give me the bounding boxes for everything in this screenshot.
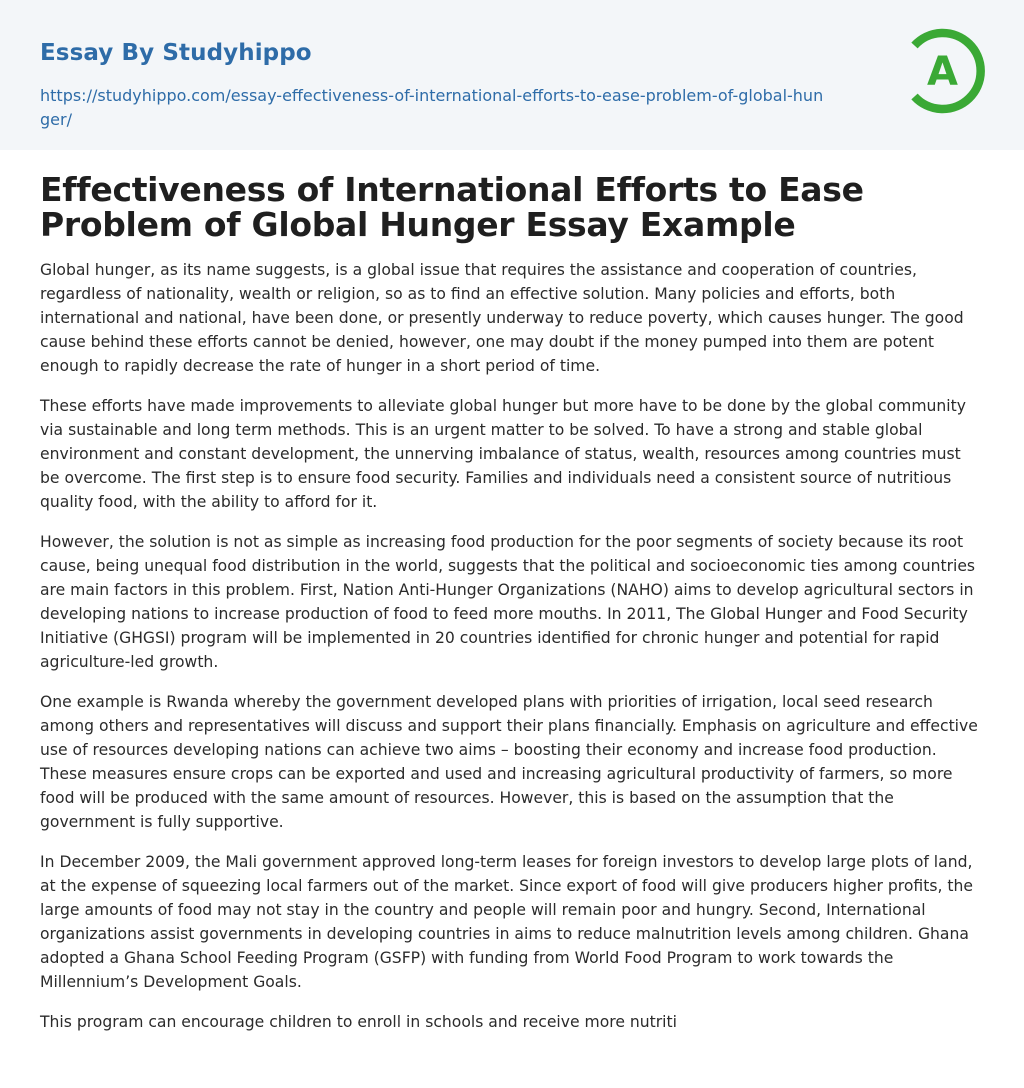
article-title: Effectiveness of International Efforts to Ease Problem of Global Hunger Essay Example [40,170,864,244]
article-content [0,150,1024,1034]
essay-url-link[interactable]: https://studyhippo.com/essay-effectiveness-of-international-efforts-to-ease-problem-of-global-hunger/ [40,86,824,129]
site-brand[interactable]: Essay By Studyhippo [40,40,312,66]
logo-ring-icon [900,28,986,114]
article-paragraph-truncated: This program can encourage children to enroll in schools and receive more nutriti [40,1013,677,1031]
article-paragraph: In December 2009, the Mali government approved long-term leases for foreign investors to develop large plots of land, at the expense of squeezing local farmers out of the market. Since export of food will give producers higher profits, the large amounts of food may not stay in the country and people will remain poor and hungry. Second, International organizations assist governments in developing countries in aims to reduce malnutrition levels among children. Ghana adopted a Ghana School Feeding Program (GSFP) with funding from World Food Program to work towards the Millennium’s Development Goals. [40,853,973,991]
article-paragraph: However, the solution is not as simple as increasing food production for the poor segments of society because its root cause, being unequal food distribution in the world, suggests that the political and socioeconomic ties among countries are main factors in this problem. First, Nation Anti-Hunger Organizations (NAHO) aims to develop agricultural sectors in developing nations to increase production of food to feed more mouths. In 2011, The Global Hunger and Food Security Initiative (GHGSI) program will be implemented in 20 countries identified for chronic hunger and potential for rapid agriculture-led growth. [40,533,976,671]
studyhippo-logo[interactable] [900,28,986,114]
article-paragraph: One example is Rwanda whereby the government developed plans with priorities of irrigation, local seed research among others and representatives will discuss and support their plans financially. Emphasis on agriculture and effective use of resources developing nations can achieve two aims – boosting their economy and increase food production. These measures ensure crops can be exported and used and increasing agricultural productivity of farmers, so more food will be produced with the same amount of resources. However, this is based on the assumption that the government is fully supportive. [40,693,978,831]
site-header [0,0,1024,150]
article-paragraph: Global hunger, as its name suggests, is a global issue that requires the assistance and cooperation of countries, regardless of nationality, wealth or religion, so as to find an effective solution. Many policies and efforts, both international and national, have been done, or presently underway to reduce poverty, which causes hunger. The good cause behind these efforts cannot be denied, however, one may doubt if the money pumped into them are potent enough to rapidly decrease the rate of hunger in a short period of time. [40,261,964,375]
logo-letter: A [927,49,958,95]
article-paragraph: These efforts have made improvements to alleviate global hunger but more have to be done by the global community via sustainable and long term methods. This is an urgent matter to be solved. To have a strong and stable global environment and constant development, the unnerving imbalance of status, wealth, resources among countries must be overcome. The first step is to ensure food security. Families and individuals need a consistent source of nutritious quality food, with the ability to afford for it. [40,397,966,511]
